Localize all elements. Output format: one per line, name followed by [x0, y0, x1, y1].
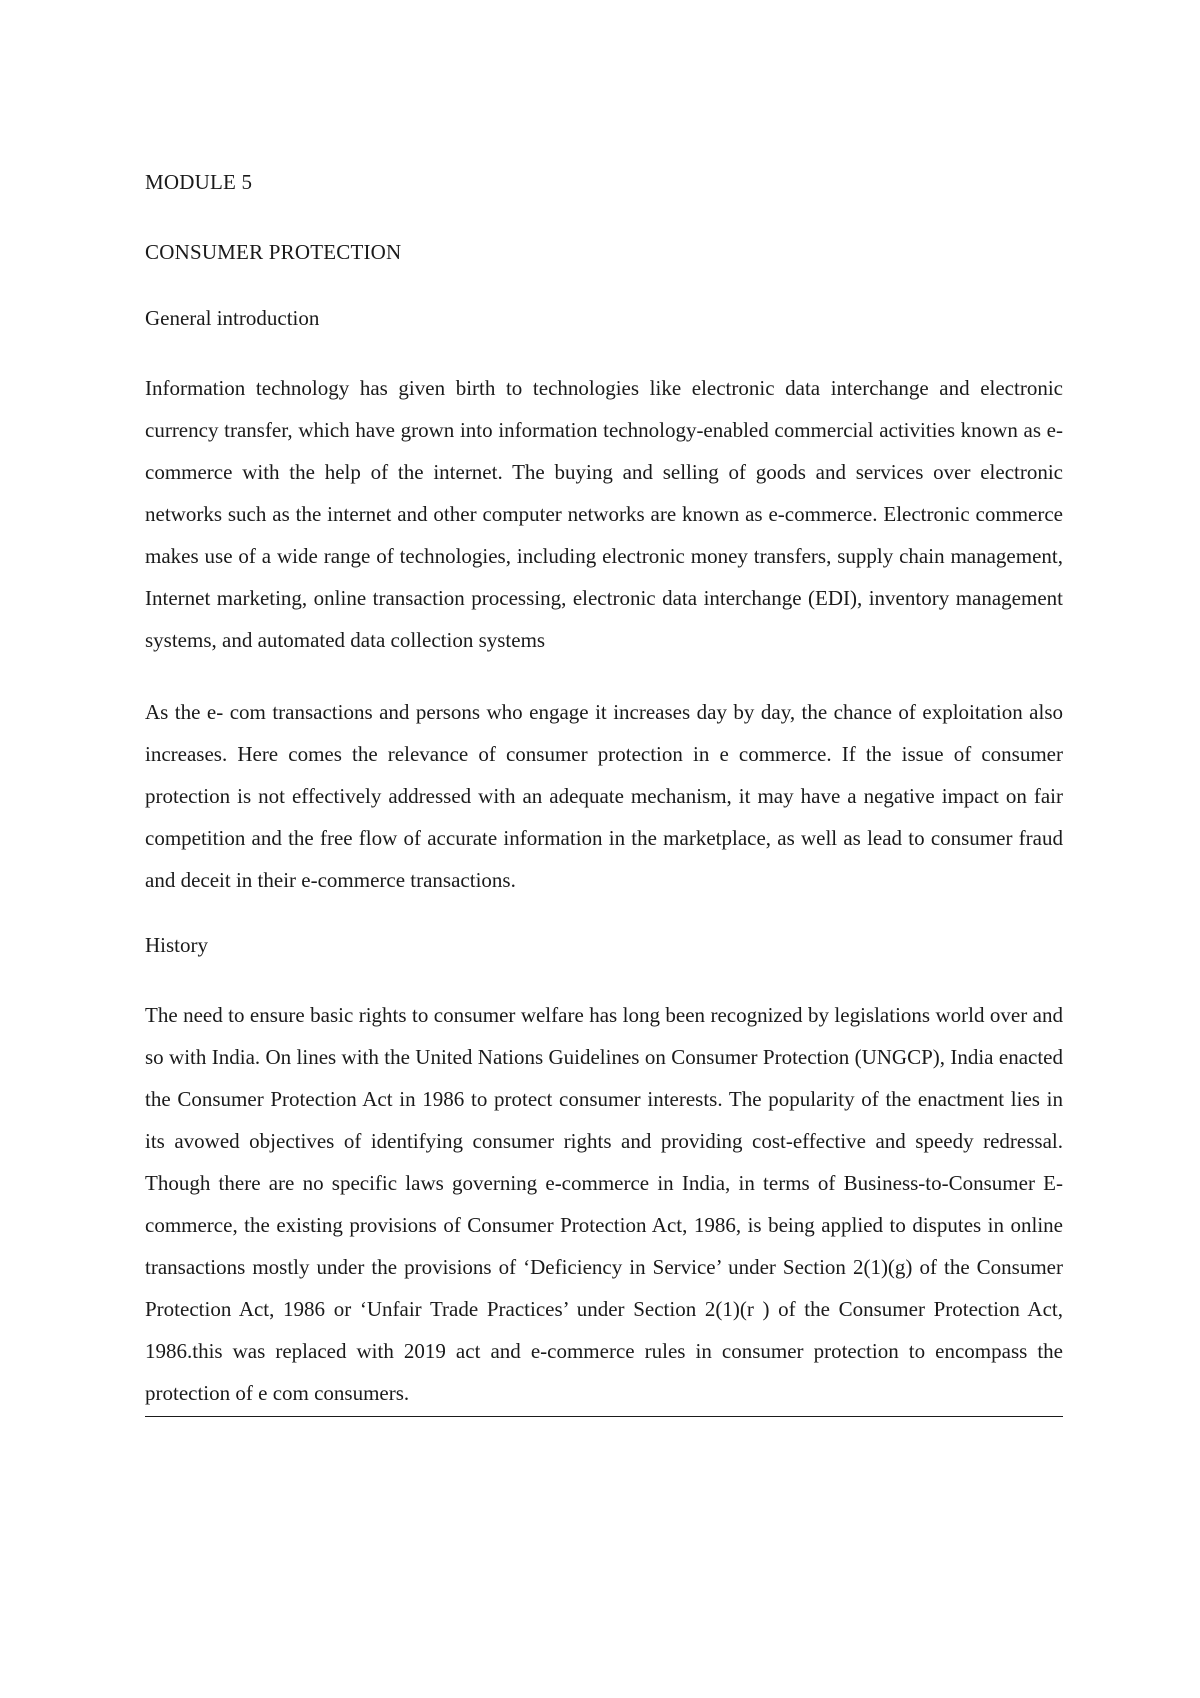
history-paragraph: The need to ensure basic rights to consumer welfare has long been recognized by legislations world over and so with India. On lines with the United Nations Guidelines on Consumer Protection (UNGCP), India enacted the Consumer Protection Act in 1986 to protect consumer interests. The popularity of the enactment lies in its avowed objectives of identifying consumer rights and providing cost-effective and speedy redressal. Though there are no specific laws governing e-commerce in India, in terms of Business-to-Consumer E-commerce, the existing provisions of Consumer Protection Act, 1986, is being applied to disputes in online transactions mostly under the provisions of ‘Deficiency in Service’ under Section 2(1)(g) of the Consumer Protection Act, 1986 or ‘Unfair Trade Practices’ under Section 2(1)(r ) of the Consumer Protection Act, 1986.this was replaced with 2019 act and e-commerce rules in consumer protection to encompass the protection of e com consumers.: [145, 994, 1063, 1417]
history-heading: History: [145, 933, 208, 957]
section-title: CONSUMER PROTECTION: [145, 240, 402, 264]
document-page: [145, 168, 1063, 1417]
intro-heading: General introduction: [145, 306, 320, 330]
relevance-paragraph: As the e- com transactions and persons who engage it increases day by day, the chance of exploitation also increases. Here comes the relevance of consumer protection in e commerce. If the issue of consumer protection is not effectively addressed with an adequate mechanism, it may have a negative impact on fair competition and the free flow of accurate information in the marketplace, as well as lead to consumer fraud and deceit in their e-commerce transactions.: [145, 700, 1063, 892]
intro-paragraph: Information technology has given birth to technologies like electronic data interchange and electronic currency transfer, which have grown into information technology-enabled commercial activities known as e-commerce with the help of the internet. The buying and selling of goods and services over electronic networks such as the internet and other computer networks are known as e-commerce. Electronic commerce makes use of a wide range of technologies, including electronic money transfers, supply chain management, Internet marketing, online transaction processing, electronic data interchange (EDI), inventory management systems, and automated data collection systems: [145, 376, 1063, 652]
module-heading: MODULE 5: [145, 170, 253, 194]
